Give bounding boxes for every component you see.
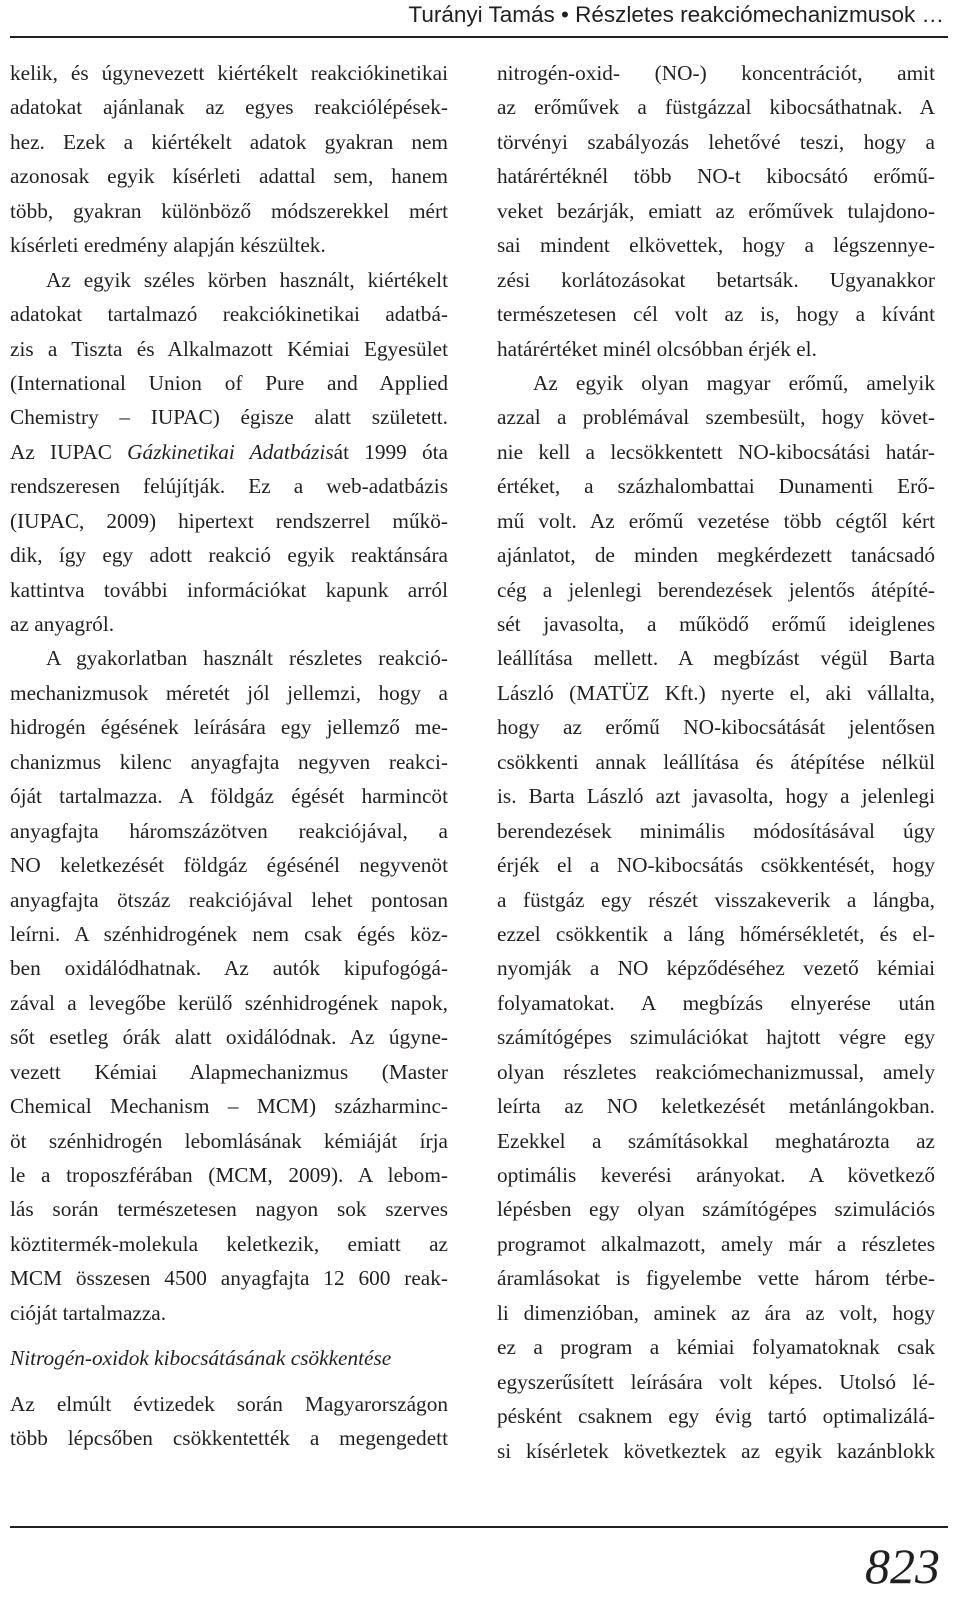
text-line: dik, így egy adott reakció egyik reaktánsára [10, 543, 448, 568]
text-line: Chemistry – IUPAC) égisze alatt született. [10, 405, 448, 430]
text-line: sét javasolta, a működő erőmű ideiglenes [497, 612, 935, 636]
text-line: folyamatokat. A megbízás elnyerése után [497, 990, 935, 1015]
text-line: az erőművek a füstgázzal kibocsáthatnak. A [497, 95, 935, 120]
text-line: csökkenti annak leállítása és átépítése nélkül [497, 749, 935, 774]
text-line: adatokat ajánlanak az egyes reakciólépések- [10, 95, 448, 120]
text-line: kelik, és úgynevezett kiértékelt reakciókinetikai [10, 61, 448, 85]
text-line: ben oxidálódhatnak. Az autók kipufogógá- [10, 956, 448, 981]
text-line: si kísérletek következtek az egyik kazánblokk [497, 1438, 935, 1463]
text-line: határértéknél több NO-t kibocsátó erőmű- [497, 164, 935, 189]
text-line: lépésben egy olyan számítógépes szimulációs [497, 1197, 935, 1222]
paragraph-4 [10, 1387, 448, 1456]
text-line: cég a jelenlegi berendezések jelentős átépíté- [497, 577, 935, 602]
text-line: nyomják a NO képződéséhez vezető kémiai [497, 956, 935, 981]
text-line: zési korlátozásokat betartsák. Ugyanakkor [497, 267, 935, 292]
text-line: kattintva további információkat kapunk arról [10, 577, 448, 602]
text-line: kísérleti eredmény alapján készültek. [10, 233, 326, 258]
text-line [10, 435, 448, 469]
text-line: László (MATÜZ Kft.) nyerte el, aki vállalta, [497, 680, 935, 705]
text-line: cióját tartalmazza. [10, 1300, 167, 1325]
text-line: Az elmúlt évtizedek során Magyarországon [10, 1391, 448, 1416]
text-line: rendszeresen felújítják. Ez a web-adatbázis [10, 474, 448, 499]
database-title: Gázkinetikai Adatbázis [127, 439, 334, 464]
text-line: ezzel csökkentik a láng hőmérsékletét, és el- [497, 921, 935, 946]
section-heading: Nitrogén-oxidok kibocsátásának csökkentése [10, 1346, 392, 1371]
text-line: olyan részletes reakciómechanizmussal, amely [497, 1059, 935, 1084]
text-line: (International Union of Pure and Applied [10, 370, 448, 395]
text-line: számítógépes szimulációkat hajtott végre egy [497, 1025, 935, 1050]
paragraph-2 [497, 366, 935, 1468]
text-line: a füstgáz egy részét visszakeverik a lángba, [497, 887, 935, 912]
text-line: pésként csaknem egy évig tartó optimalizálá- [497, 1404, 935, 1429]
running-head: Turányi Tamás • Részletes reakciómechanizmusok … [408, 2, 944, 27]
text-line: programot alkalmazott, amely már a részletes [497, 1231, 935, 1256]
text-line: sai mindent elkövettek, hogy a légszennye- [497, 233, 935, 258]
text-line: (IUPAC, 2009) hipertext rendszerrel műkö- [10, 508, 448, 533]
text-line: Az egyik olyan magyar erőmű, amelyik [533, 370, 935, 395]
text-line: veket bezárják, emiatt az erőművek tulajdono- [497, 198, 935, 223]
text-line: azzal a problémával szembesült, hogy követ- [497, 405, 935, 430]
text-line: NO keletkezését földgáz égésénél negyvenöt [10, 853, 448, 878]
text-line: nitrogén-oxid- (NO-) koncentrációt, amit [497, 61, 935, 85]
text-line: ajánlatot, de minden megkérdezett tanácsadó [497, 543, 935, 568]
text-line: egyszerűsített leírására volt képes. Utolsó lé- [497, 1369, 935, 1394]
text-run: Az IUPAC [10, 439, 128, 464]
text-line: áramlásokat is figyelembe vette három térbe- [497, 1266, 935, 1291]
text-line: mechanizmusok méretét jól jellemzi, hogy a [10, 680, 448, 705]
paragraph-2 [10, 263, 448, 642]
text-line: li dimenzióban, aminek az ára az volt, hogy [497, 1300, 935, 1325]
text-line: anyagfajta ötszáz reakciójával lehet pontosan [10, 887, 448, 912]
text-line: Ezekkel a számításokkal meghatározta az [497, 1128, 935, 1153]
text-line: több lépcsőben csökkentették a megengedett [10, 1426, 448, 1451]
text-line: le a troposzférában (MCM, 2009). A lebom- [10, 1163, 448, 1187]
text-line: hez. Ezek a kiértékelt adatok gyakran nem [10, 129, 448, 154]
text-line: lás során természetesen nagyon sok szerves [10, 1197, 448, 1222]
text-line: leírni. A szénhidrogének nem csak égés köz- [10, 921, 448, 946]
text-line: leállítása mellett. A megbízást végül Barta [497, 646, 935, 671]
text-line: mű volt. Az erőmű vezetése több cégtől kért [497, 508, 935, 533]
text-line: azonosak egyik kísérleti adattal sem, hanem [10, 164, 448, 189]
text-line: zis a Tiszta és Alkalmazott Kémiai Egyesület [10, 336, 448, 361]
paragraph-3 [10, 641, 448, 1330]
text-line: leírta az NO keletkezését metánlángokban. [497, 1094, 935, 1119]
text-line: óját tartalmazza. A földgáz égését harmincöt [10, 784, 448, 809]
text-line: Az egyik széles körben használt, kiértékelt [46, 267, 448, 292]
text-line: köztitermék-molekula keletkezik, emiatt az [10, 1231, 448, 1256]
text-line: chanizmus kilenc anyagfajta negyven reakci- [10, 749, 448, 774]
text-line: az anyagról. [10, 612, 115, 636]
text-run: át 1999 óta [333, 439, 449, 464]
text-line: hogy az erőmű NO-kibocsátását jelentősen [497, 715, 935, 740]
text-line: Chemical Mechanism – MCM) százharminc- [10, 1094, 448, 1119]
text-line: adatokat tartalmazó reakciókinetikai adatbá- [10, 302, 448, 327]
text-line: vezett Kémiai Alapmechanizmus (Master [10, 1059, 448, 1084]
text-line: is. Barta László azt javasolta, hogy a jelenlegi [497, 784, 935, 809]
text-line: több, gyakran különböző módszerekkel mért [10, 198, 448, 223]
text-line: természetesen cél volt az is, hogy a kívánt [497, 302, 935, 327]
paragraph-1 [497, 56, 935, 366]
text-line: öt szénhidrogén lebomlásának kémiáját írja [10, 1128, 448, 1153]
page-number: 823 [865, 1538, 940, 1594]
paragraph-1 [10, 56, 448, 263]
section-gap [10, 1330, 448, 1341]
text-line: ez a program a kémiai folyamatoknak csak [497, 1335, 935, 1360]
section-gap [10, 1376, 448, 1387]
header-rule [10, 36, 948, 38]
text-line: optimális keverési arányokat. A következő [497, 1163, 935, 1187]
text-line: értéket, a százhalombattai Dunamenti Erő- [497, 474, 935, 499]
footer-rule [10, 1526, 948, 1528]
text-line: hidrogén égésének leírására egy jellemző me- [10, 715, 448, 740]
text-line: törvényi szabályozás lehetővé teszi, hogy a [497, 129, 935, 154]
text-line: berendezések minimális módosításával úgy [497, 818, 935, 843]
text-line: A gyakorlatban használt részletes reakció- [46, 646, 448, 671]
text-line: zával a levegőbe kerülő szénhidrogének napok, [10, 990, 448, 1015]
text-line: sőt esetleg órák alatt oxidálódnak. Az úgyne- [10, 1025, 448, 1050]
text-line: érjék el a NO-kibocsátás csökkentését, hogy [497, 853, 935, 878]
right-column [497, 56, 935, 1468]
text-line: MCM összesen 4500 anyagfajta 12 600 reak- [10, 1266, 448, 1291]
left-column [10, 56, 448, 1456]
text-line: nie kell a lecsökkentett NO-kibocsátási határ- [497, 439, 935, 464]
text-line: anyagfajta háromszázötven reakciójával, a [10, 818, 448, 843]
text-line: határértéket minél olcsóbban érjék el. [497, 336, 817, 361]
